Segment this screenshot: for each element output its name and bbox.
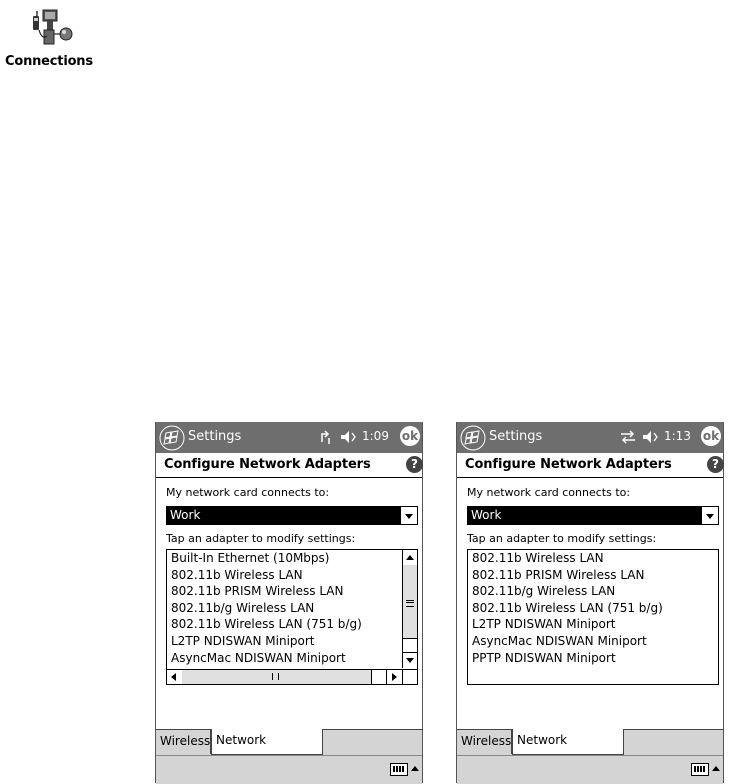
connections-label: Connections (5, 54, 93, 69)
menu-bar (457, 755, 723, 784)
window-title: Settings (489, 429, 543, 444)
vertical-scrollbar[interactable] (402, 550, 417, 668)
scroll-down-icon[interactable] (403, 652, 417, 668)
chevron-down-icon[interactable] (701, 507, 718, 524)
tab-network-adapters[interactable]: Network (512, 729, 624, 755)
tab-wireless[interactable]: Wireless (156, 730, 211, 754)
horizontal-scrollbar[interactable] (167, 669, 402, 684)
start-windows-icon[interactable] (460, 425, 486, 451)
keyboard-icon[interactable] (390, 763, 408, 776)
connections-icon[interactable] (30, 6, 80, 50)
network-connects-dropdown[interactable] (467, 506, 719, 525)
scroll-thumb[interactable] (182, 670, 372, 684)
window-title: Settings (188, 429, 242, 444)
title-divider (156, 477, 422, 478)
chevron-down-icon[interactable] (400, 507, 417, 524)
tab-network-adapters[interactable]: Network (211, 729, 323, 755)
clock-time[interactable]: 1:13 (664, 429, 691, 443)
list-item[interactable]: PPTP NDISWAN Miniport (472, 650, 616, 665)
scroll-up-icon[interactable] (403, 550, 417, 566)
list-item[interactable]: 802.11b/g Wireless LAN (472, 584, 616, 599)
adapters-label: Tap an adapter to modify settings: (166, 532, 356, 545)
connects-label: My network card connects to: (467, 486, 631, 499)
adapter-list[interactable] (166, 549, 418, 685)
volume-icon[interactable] (641, 429, 661, 445)
list-item[interactable]: 802.11b/g Wireless LAN (171, 600, 315, 615)
adapters-label: Tap an adapter to modify settings: (467, 532, 657, 545)
network-connects-dropdown[interactable] (166, 506, 418, 525)
dropdown-value: Work (170, 508, 201, 522)
connects-label: My network card connects to: (166, 486, 330, 499)
adapter-list[interactable] (467, 549, 719, 685)
list-item[interactable]: 802.11b Wireless LAN (171, 567, 303, 582)
list-item[interactable]: L2TP NDISWAN Miniport (171, 633, 315, 648)
help-icon[interactable]: ? (707, 456, 724, 473)
list-item[interactable]: AsyncMac NDISWAN Miniport (472, 633, 647, 648)
clock-time[interactable]: 1:09 (362, 429, 389, 443)
list-item[interactable]: 802.11b Wireless LAN (472, 551, 604, 565)
list-item[interactable]: 802.11b PRISM Wireless LAN (472, 567, 645, 582)
dropdown-value: Work (471, 508, 502, 522)
keyboard-icon[interactable] (691, 763, 709, 776)
start-windows-icon[interactable] (159, 425, 185, 451)
title-divider (457, 477, 723, 478)
tab-strip (457, 729, 723, 755)
scroll-left-icon[interactable] (167, 670, 183, 684)
list-item[interactable]: 802.11b Wireless LAN (751 b/g) (472, 600, 663, 615)
input-panel-arrow-icon[interactable] (411, 766, 419, 771)
tab-strip (156, 729, 422, 755)
scroll-corner (402, 669, 417, 684)
list-item[interactable]: 802.11b PRISM Wireless LAN (171, 584, 344, 599)
help-icon[interactable]: ? (406, 456, 423, 473)
page-title: Configure Network Adapters (164, 457, 371, 472)
left-device-screen (155, 422, 423, 783)
scroll-thumb[interactable] (403, 565, 417, 639)
title-bar (156, 422, 422, 453)
title-bar (457, 422, 723, 453)
page-title: Configure Network Adapters (465, 457, 672, 472)
connectivity-icon[interactable] (619, 428, 637, 446)
ok-button[interactable]: ok (400, 426, 420, 446)
volume-icon[interactable] (339, 429, 359, 445)
list-item[interactable]: L2TP NDISWAN Miniport (472, 617, 616, 632)
tab-wireless[interactable]: Wireless (457, 730, 512, 754)
list-item[interactable]: 802.11b Wireless LAN (751 b/g) (171, 617, 362, 632)
list-item[interactable]: AsyncMac NDISWAN Miniport (171, 650, 346, 665)
input-panel-arrow-icon[interactable] (712, 766, 720, 771)
connectivity-icon[interactable] (317, 428, 335, 446)
ok-button[interactable]: ok (701, 426, 721, 446)
menu-bar (156, 755, 422, 784)
list-item[interactable]: Built-In Ethernet (10Mbps) (171, 551, 330, 565)
right-device-screen (456, 422, 724, 783)
scroll-right-icon[interactable] (386, 670, 402, 684)
